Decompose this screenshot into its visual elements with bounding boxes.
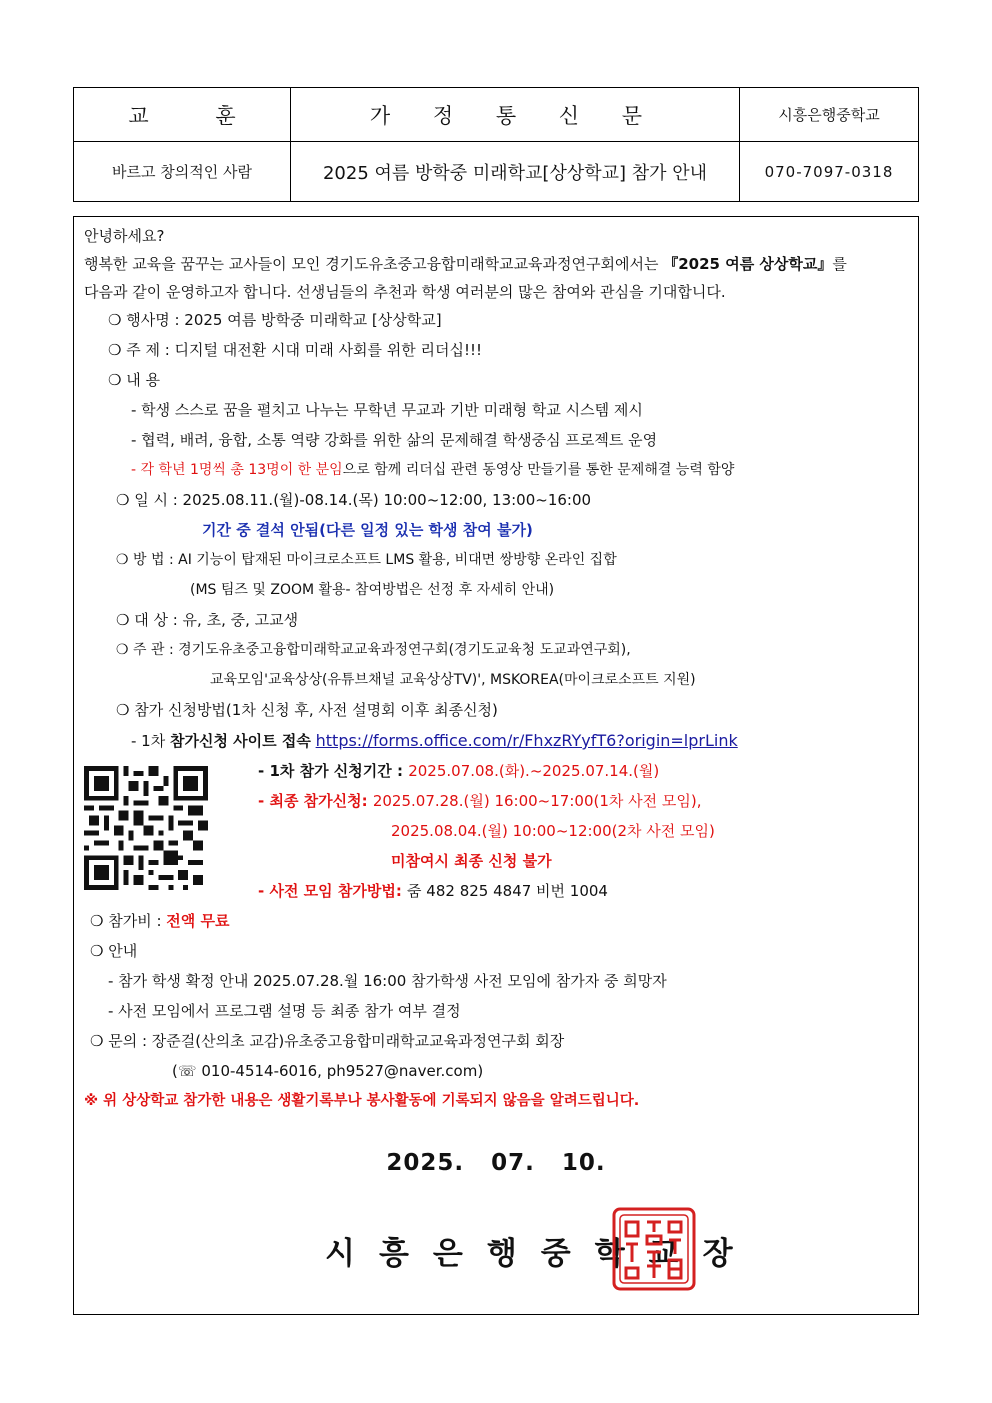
intro-line-2: 다음과 같이 운영하고자 합니다. 선생님들의 추천과 학생 여러분의 많은 참여와 관심을 기대합니다. [84, 283, 726, 301]
host: ❍ 주 관 : 경기도유초중고융합미래학교교육과정연구회(경기도교육청 도교과연구회), [116, 642, 631, 658]
final-note: 미참여시 최종 신청 불가 [391, 852, 552, 870]
schedule-note: 기간 중 결석 안됨(다른 일정 있는 학생 참여 불가) [202, 521, 533, 539]
issue-date: 2025. 07. 10. [386, 1150, 606, 1176]
content-item-3: - 각 학년 1명씩 총 13명이 한 분임으로 함께 리더십 관련 동영상 만들기를 통한 문제해결 능력 함양 [131, 462, 735, 478]
contact-2: (☏ 010-4514-6016, ph9527@naver.com) [172, 1062, 484, 1080]
event-name: ❍ 행사명 : 2025 여름 방학중 미래학교 [상상학교] [108, 311, 442, 329]
qr-code [84, 766, 208, 890]
final-apply: - 최종 참가신청: 2025.07.28.(월) 16:00~17:00(1차 사전 모임), [258, 792, 702, 810]
apply-link[interactable]: https://forms.office.com/r/FhxzRYyfT6?origin=lprLink [315, 731, 738, 750]
notice-label: ❍ 안내 [90, 942, 138, 960]
method-note: (MS 팀즈 및 ZOOM 활용- 참여방법은 선정 후 자세히 안내) [190, 582, 555, 598]
doc-title: 가 정 통 신 문 [291, 88, 740, 142]
intro-line-1: 행복한 교육을 꿈꾸는 교사들이 모인 경기도유초중고융합미래학교교육과정연구회에서는 『2025 여름 상상학교』를 [84, 255, 847, 273]
motto: 바르고 창의적인 사람 [74, 142, 291, 202]
content-label: ❍ 내 용 [108, 371, 160, 389]
host-2: 교육모임'교육상상(유튜브채널 교육상상TV)', MSKOREA(마이크로소프트 지원) [210, 672, 696, 688]
apply-step-1: - 1차 참가신청 사이트 접속 https://forms.office.com/r/FhxzRYyfT6?origin=lprLink [131, 731, 738, 750]
header-table [73, 87, 919, 202]
contact: ❍ 문의 : 장준걸(산의초 교감)유초중고융합미래학교교육과정연구회 회장 [90, 1032, 565, 1050]
fee: ❍ 참가비 : 전액 무료 [90, 912, 230, 930]
meeting-method: - 사전 모임 참가방법: 줌 482 825 4847 비번 1004 [258, 882, 608, 900]
subject: 2025 여름 방학중 미래학교[상상학교] 참가 안내 [291, 142, 740, 202]
content-item-2: - 협력, 배려, 융합, 소통 역량 강화를 위한 삶의 문제해결 학생중심 프로젝트 운영 [131, 431, 658, 449]
notice-1: - 참가 학생 확정 안내 2025.07.28.월 16:00 참가학생 사전 모임에 참가자 중 희망자 [108, 972, 667, 990]
greeting: 안녕하세요? [84, 227, 165, 245]
apply-method: ❍ 참가 신청방법(1차 신청 후, 사전 설명회 이후 최종신청) [116, 701, 498, 719]
school-seal-icon [611, 1206, 697, 1292]
final-apply-2: 2025.08.04.(월) 10:00~12:00(2차 사전 모임) [391, 822, 715, 840]
principal-signature: 시흥은행중학교장 [325, 1236, 757, 1272]
phone-number: 070-7097-0318 [740, 142, 919, 202]
target: ❍ 대 상 : 유, 초, 중, 고교생 [116, 611, 299, 629]
apply-period: - 1차 참가 신청기간 : 2025.07.08.(화).~2025.07.14.(월) [258, 762, 660, 780]
schedule: ❍ 일 시 : 2025.08.11.(월)-08.14.(목) 10:00~12:00, 13:00~16:00 [116, 491, 592, 509]
notice-2: - 사전 모임에서 프로그램 설명 등 최종 참가 여부 결정 [108, 1002, 461, 1020]
school-name: 시흥은행중학교 [740, 88, 919, 142]
warning: ※ 위 상상학교 참가한 내용은 생활기록부나 봉사활동에 기록되지 않음을 알려드립니다. [84, 1093, 640, 1109]
motto-label: 교 훈 [74, 88, 291, 142]
method: ❍ 방 법 : AI 기능이 탑재된 마이크로소프트 LMS 활용, 비대면 쌍방향 온라인 집합 [116, 552, 617, 568]
theme: ❍ 주 제 : 디지털 대전환 시대 미래 사회를 위한 리더십!!! [108, 341, 483, 359]
content-item-1: - 학생 스스로 꿈을 펼치고 나누는 무학년 무교과 기반 미래형 학교 시스템 제시 [131, 401, 643, 419]
